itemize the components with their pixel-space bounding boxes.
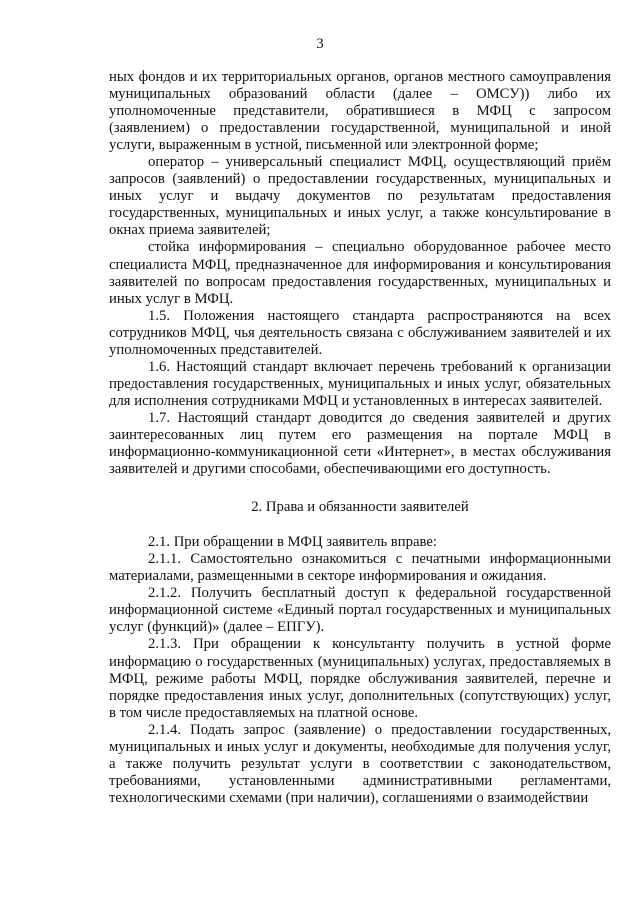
paragraph-operator-definition: оператор – универсальный специалист МФЦ, осуществляющий приём запросов (заявлений) о предоставлении государственных, муниципальных и иных услуг и выдачу документов по результатам предоставления государственных, муниципальных и иных услуг, а также консультирование в окнах приема заявителей; <box>109 154 611 239</box>
paragraph-2-1-1: 2.1.1. Самостоятельно ознакомиться с печатными информационными материалами, размещенными в секторе информирования и ожидания. <box>109 551 611 585</box>
paragraph-1-7: 1.7. Настоящий стандарт доводится до сведения заявителей и других заинтересованных лиц путем его размещения на портале МФЦ в информационно-коммуникационной сети «Интернет», в местах обслуживания заявителей и другими способами, обеспечивающими его доступность. <box>109 409 611 478</box>
paragraph-2-1-2: 2.1.2. Получить бесплатный доступ к федеральной государственной информационной системе «Единый портал государственных и муниципальных услуг (функций)» (далее – ЕПГУ). <box>109 585 611 636</box>
paragraph-info-stand-definition: стойка информирования – специально оборудованное рабочее место специалиста МФЦ, предназначенное для информирования и консультирования заявителей по вопросам предоставления государственных, муниципальных и иных услуг в МФЦ. <box>109 239 611 307</box>
document-body <box>109 69 611 807</box>
section-heading: 2. Права и обязанности заявителей <box>251 499 469 516</box>
paragraph-continuation: ных фондов и их территориальных органов, органов местного самоуправления муниципальных образований области (далее – ОМСУ)) либо их уполномоченные представители, обратившиеся в МФЦ с запросом (заявлением) о предоставлении государственной, муниципальной и иной услуги, выраженным в устной, письменной или электронной форме; <box>109 69 611 154</box>
paragraph-1-6: 1.6. Настоящий стандарт включает перечень требований к организации предоставления государственных, муниципальных и иных услуг, обязательных для исполнения сотрудниками МФЦ и установленных в интересах заявителей. <box>109 358 611 409</box>
paragraph-1-5: 1.5. Положения настоящего стандарта распространяются на всех сотрудников МФЦ, чья деятельность связана с обслуживанием заявителей и их уполномоченных представителей. <box>109 307 611 358</box>
page-number: 3 <box>316 36 324 52</box>
paragraph-2-1-3: 2.1.3. При обращении к консультанту получить в устной форме информацию о государственных (муниципальных) услугах, предоставляемых в МФЦ, режиме работы МФЦ, порядке обслуживания заявителей, перечне и порядке предоставления иных услуг, дополнительных (сопутствующих) услуг, в том числе предоставляемых на платной основе. <box>109 636 611 721</box>
paragraph-2-1: 2.1. При обращении в МФЦ заявитель вправе: <box>148 534 437 551</box>
paragraph-2-1-4: 2.1.4. Подать запрос (заявление) о предоставлении государственных, муниципальных и иных услуг и документы, необходимые для получения услуг, а также получить результат услуги в соответствии с законодательством, требованиями, установленными административными регламентами, технологическими схемами (при наличии), соглашениями о взаимодействии <box>109 721 611 806</box>
